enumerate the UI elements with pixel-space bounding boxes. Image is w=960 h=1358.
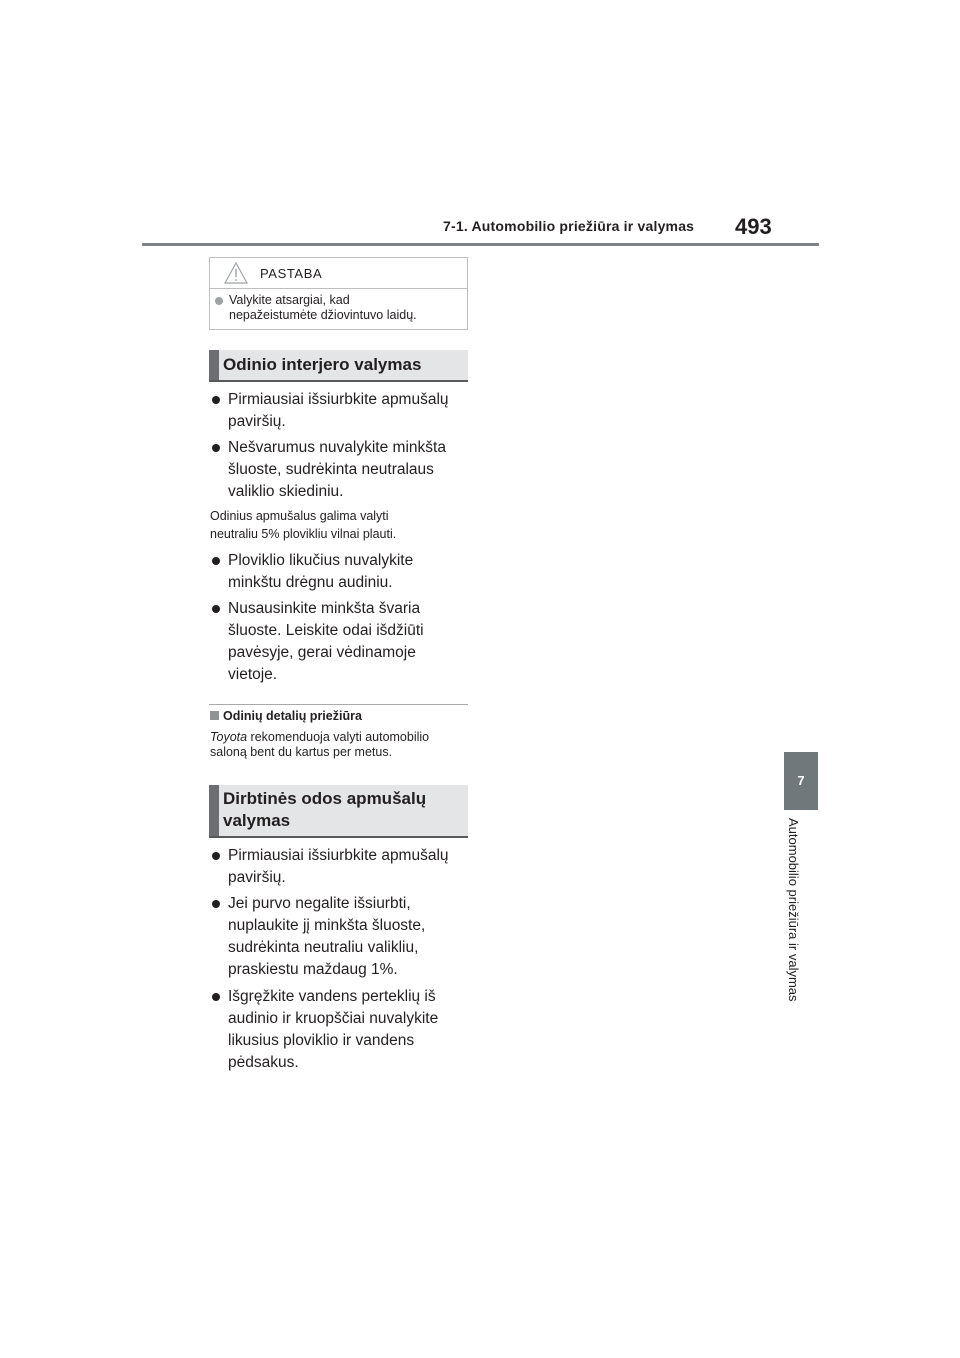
list-item-line: valiklio skiediniu. xyxy=(228,483,344,500)
list-item xyxy=(212,389,470,433)
list-item-line: Nusausinkite minkšta švaria xyxy=(228,600,421,617)
subsection-title xyxy=(210,709,362,723)
bullet-icon xyxy=(212,993,220,1001)
list-item-line: audinio ir kruopščiai nuvalykite xyxy=(228,1010,439,1027)
list-item-line: paviršių. xyxy=(228,869,286,886)
list-item-line: Išgręžkite vandens perteklių iš xyxy=(228,988,436,1005)
subsection-text xyxy=(210,730,472,760)
list-item-line: šluoste, sudrėkinta neutralaus xyxy=(228,461,434,478)
note-text xyxy=(210,507,472,543)
list-item-line: pavėsyje, gerai vėdinamoje xyxy=(228,644,416,661)
section-heading-synthetic-leather xyxy=(209,785,468,838)
list-item-line: Ploviklio likučius nuvalykite xyxy=(228,552,414,569)
list-item-line: sudrėkinta neutraliu valikliu, xyxy=(228,939,419,956)
chapter-label-text: Automobilio priežiūra ir valymas xyxy=(786,818,801,1002)
list-item-line: pėdsakus. xyxy=(228,1054,299,1071)
warning-triangle-icon xyxy=(224,262,248,284)
notice-bullet-icon xyxy=(215,297,223,305)
section-heading-line: Dirbtinės odos apmušalų xyxy=(223,789,427,808)
subsection-title-text: Odinių detalių priežiūra xyxy=(223,709,362,723)
list-item xyxy=(212,550,470,594)
list-item-line: Nešvarumus nuvalykite minkšta xyxy=(228,439,446,456)
notice-box xyxy=(209,257,468,330)
bullet-icon xyxy=(212,396,220,404)
bullet-icon xyxy=(212,900,220,908)
subsection-line: rekomenduoja valyti automobilio xyxy=(247,730,430,744)
note-line: Odinius apmušalus galima valyti xyxy=(210,509,389,523)
list-item xyxy=(212,437,470,503)
list-item-line: Pirmiausiai išsiurbkite apmušalų xyxy=(228,847,449,864)
bullet-icon xyxy=(212,557,220,565)
notice-title: PASTABA xyxy=(260,266,323,281)
chapter-tab: 7 xyxy=(784,752,818,810)
section-heading-line: valymas xyxy=(223,811,291,830)
list-item-line: nuplaukite jį minkšta šluoste, xyxy=(228,917,426,934)
header-rule xyxy=(142,243,819,246)
list-item xyxy=(212,893,470,981)
list-item-line: vietoje. xyxy=(228,666,278,683)
notice-line-1: Valykite atsargiai, kad xyxy=(229,293,350,307)
brand-name: Toyota xyxy=(210,730,248,744)
notice-line-2: nepažeistumėte džiovintuvo laidų. xyxy=(229,308,417,322)
list-item xyxy=(212,598,470,686)
note-line: neutraliu 5% plovikliu vilnai plauti. xyxy=(210,527,397,541)
list-item-line: likusius ploviklio ir vandens xyxy=(228,1032,415,1049)
section-heading-leather xyxy=(209,350,468,382)
bullet-icon xyxy=(212,852,220,860)
subsection-line: saloną bent du kartus per metus. xyxy=(210,745,393,759)
list-item-line: minkštu drėgnu audiniu. xyxy=(228,574,393,591)
section-title: 7-1. Automobilio priežiūra ir valymas xyxy=(443,218,695,234)
notice-header xyxy=(210,258,467,289)
list-item-line: Jei purvo negalite išsiurbti, xyxy=(228,895,411,912)
chapter-label xyxy=(786,818,806,1038)
divider xyxy=(209,704,468,705)
list-item xyxy=(212,845,470,889)
notice-item xyxy=(215,293,460,323)
list-item-line: paviršių. xyxy=(228,413,286,430)
section-heading-text: Odinio interjero valymas xyxy=(223,355,422,374)
list-item-line: šluoste. Leiskite odai išdžiūti xyxy=(228,622,424,639)
page-number: 493 xyxy=(735,214,772,239)
bullet-icon xyxy=(212,444,220,452)
list-item-line: Pirmiausiai išsiurbkite apmušalų xyxy=(228,391,449,408)
bullet-icon xyxy=(212,605,220,613)
square-bullet-icon xyxy=(210,711,219,720)
list-item-line: praskiestu maždaug 1%. xyxy=(228,961,398,978)
list-item xyxy=(212,986,470,1074)
